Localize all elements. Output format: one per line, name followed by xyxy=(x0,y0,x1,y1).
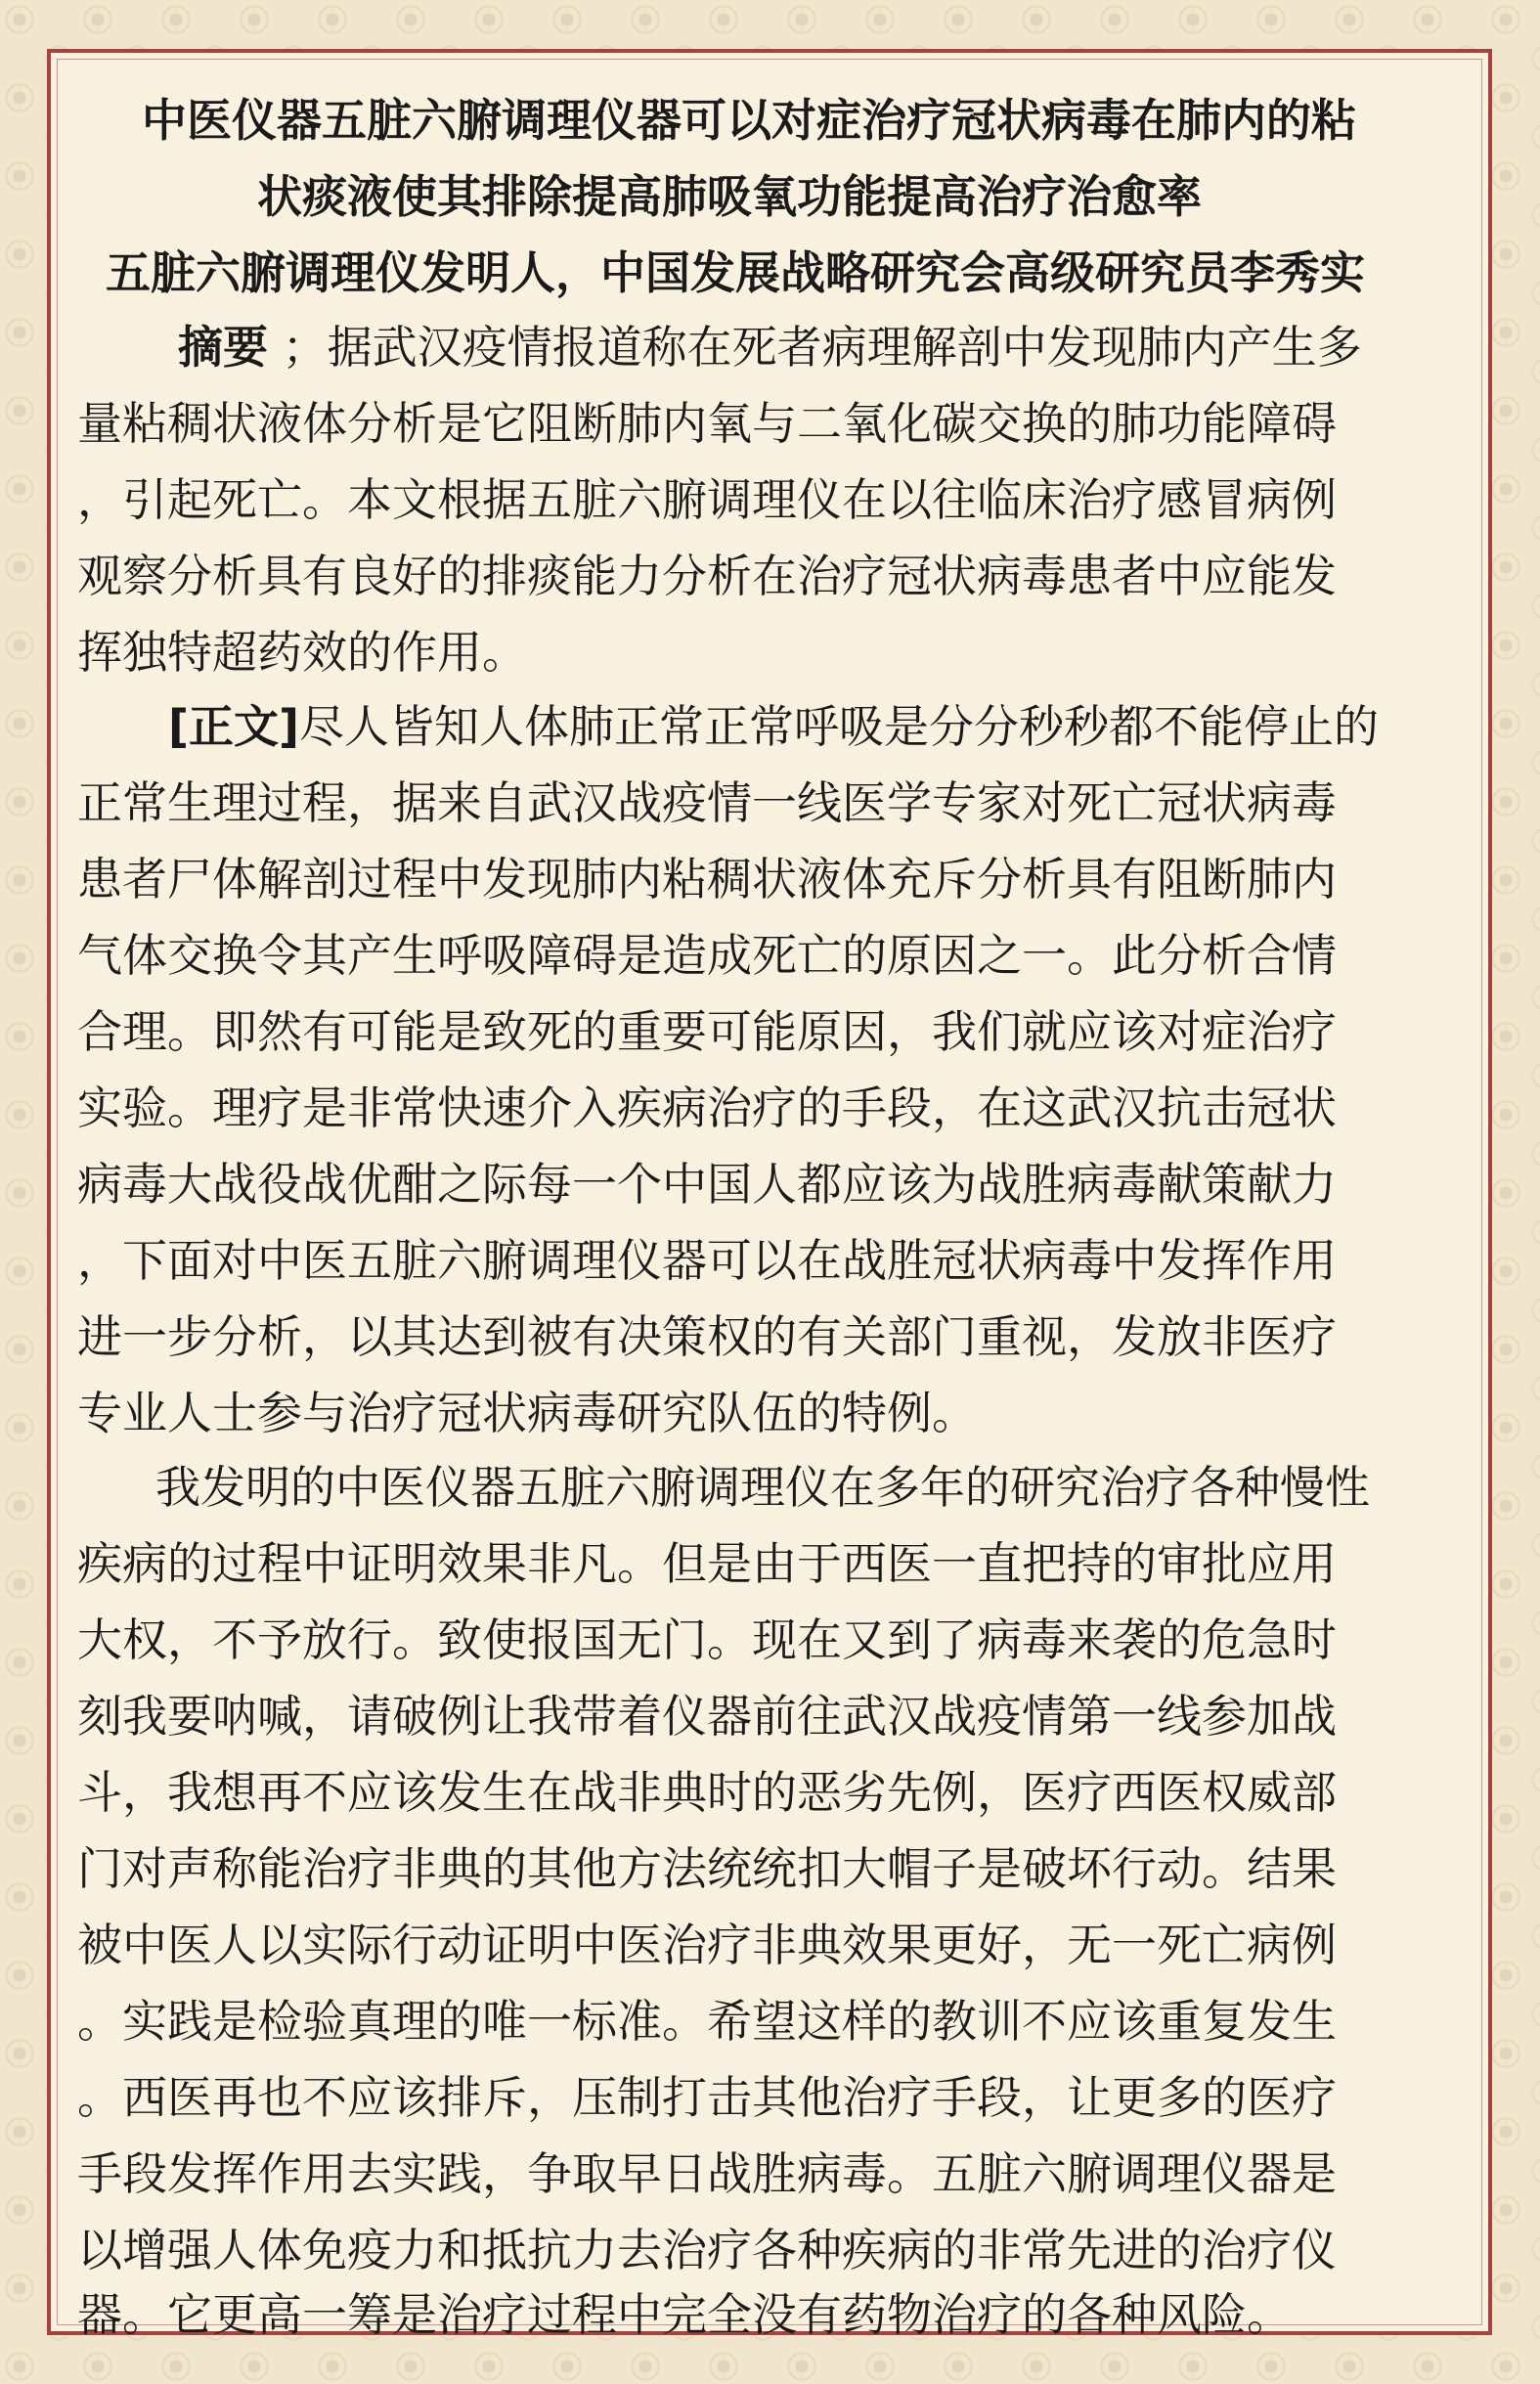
body-line: 进一步分析，以其达到被有决策权的有关部门重视，发放非医疗 xyxy=(77,1310,1337,1363)
para3-line: 大权，不予放行。致使报国无门。现在又到了病毒来袭的危急时 xyxy=(77,1613,1337,1666)
abstract-line: 量粘稠状液体分析是它阻断肺内氧与二氧化碳交换的肺功能障碍 xyxy=(77,397,1337,450)
body-label: [正文] xyxy=(168,700,300,753)
para3-line: 门对声称能治疗非典的其他方法统统扣大帽子是破坏行动。结果 xyxy=(77,1842,1337,1895)
abstract-text-start: ；据武汉疫情报道称在死者病理解剖中发现肺内产生多 xyxy=(282,321,1362,374)
abstract-first-line xyxy=(178,313,1540,381)
body-line: ，下面对中医五脏六腑调理仪器可以在战胜冠状病毒中发挥作用 xyxy=(77,1234,1337,1287)
body-line: 病毒大战役战优酣之际每一个中国人都应该为战胜病毒献策献力 xyxy=(77,1158,1337,1211)
para3-line: 我发明的中医仪器五脏六腑调理仪在多年的研究治疗各种慢性 xyxy=(155,1461,1370,1514)
author-line: 五脏六腑调理仪发明人，中国发展战略研究会高级研究员李秀实 xyxy=(106,246,1365,299)
title-line-2: 状痰液使其排除提高肺吸氧功能提高治疗治愈率 xyxy=(257,170,1202,223)
para3-line: 器。它更高一筹是治疗过程中完全没有药物治疗的各种风险。 xyxy=(77,2288,1292,2341)
para3-line: 疾病的过程中证明效果非凡。但是由于西医一直把持的审批应用 xyxy=(77,1537,1337,1590)
para3-line: 手段发挥作用去实践，争取早日战胜病毒。五脏六腑调理仪器是 xyxy=(77,2147,1337,2200)
abstract-line: 挥独特超药效的作用。 xyxy=(77,626,527,679)
abstract-line: ，引起死亡。本文根据五脏六腑调理仪在以往临床治疗感冒病例 xyxy=(77,473,1337,526)
para3-line: 被中医人以实际行动证明中医治疗非典效果更好，无一死亡病例 xyxy=(77,1919,1337,1971)
abstract-line: 观察分析具有良好的排痰能力分析在治疗冠状病毒患者中应能发 xyxy=(77,550,1337,602)
body-line: 气体交换令其产生呼吸障碍是造成死亡的原因之一。此分析合情 xyxy=(77,929,1337,982)
para3-line: 刻我要呐喊，请破例让我带着仪器前往武汉战疫情第一线参加战 xyxy=(77,1690,1337,1743)
body-line: 专业人士参与治疗冠状病毒研究队伍的特例。 xyxy=(77,1387,977,1439)
body-line: 患者尸体解剖过程中发现肺内粘稠状液体充斥分析具有阻断肺内 xyxy=(77,853,1337,905)
para3-line: 。实践是检验真理的唯一标准。希望这样的教训不应该重复发生 xyxy=(77,1995,1337,2048)
para3-line: 以增强人体免疫力和抵抗力去治疗各种疾病的非常先进的治疗仪 xyxy=(77,2224,1337,2276)
abstract-label: 摘要 xyxy=(178,321,268,374)
body-line: 合理。即然有可能是致死的重要可能原因，我们就应该对症治疗 xyxy=(77,1005,1337,1058)
body-line: 正常生理过程，据来自武汉战疫情一线医学专家对死亡冠状病毒 xyxy=(77,776,1337,829)
body-line: 实验。理疗是非常快速介入疾病治疗的手段，在这武汉抗击冠状 xyxy=(77,1082,1337,1134)
para3-line: 斗，我想再不应该发生在战非典时的恶劣先例，医疗西医权威部 xyxy=(77,1766,1337,1819)
body-first-line xyxy=(168,692,1540,761)
para3-line: 。西医再也不应该排斥，压制打击其他治疗手段，让更多的医疗 xyxy=(77,2071,1337,2124)
body-text-start: 尽人皆知人体肺正常正常呼吸是分分秒秒都不能停止的 xyxy=(299,700,1380,753)
title-line-1: 中医仪器五脏六腑调理仪器可以对症治疗冠状病毒在肺内的粘 xyxy=(142,94,1356,147)
